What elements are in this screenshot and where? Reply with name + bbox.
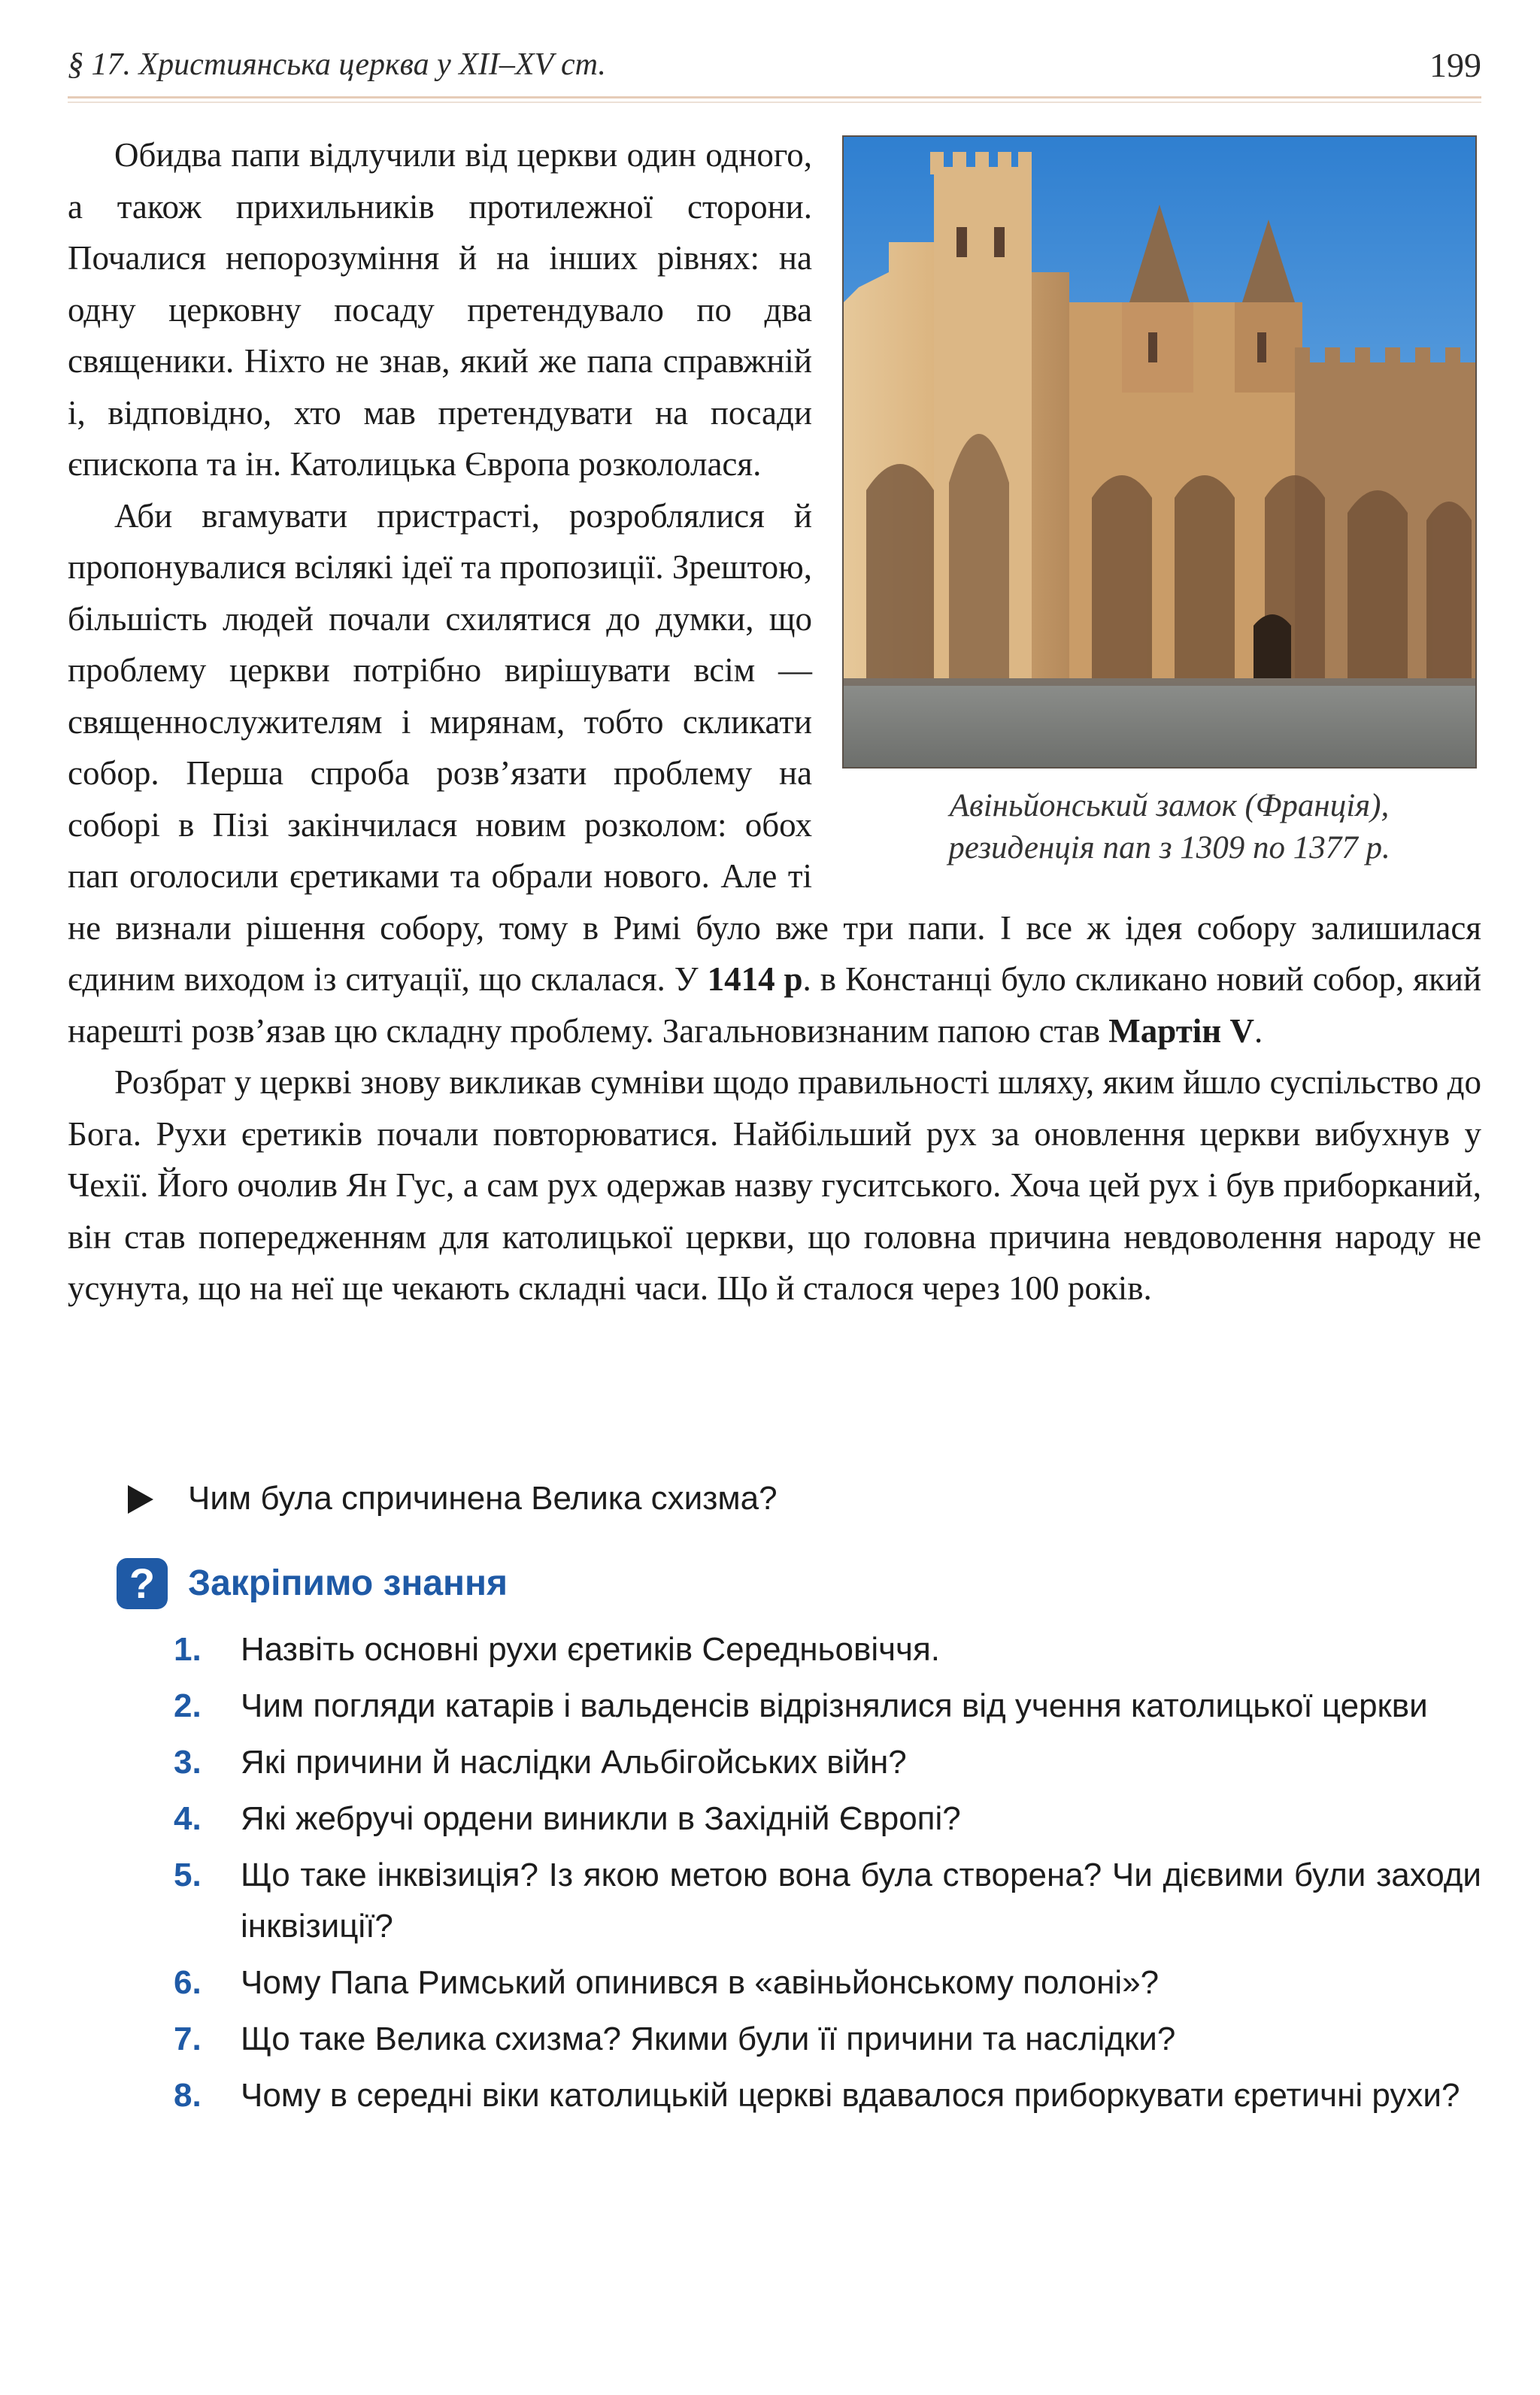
list-item-text: Що таке Велика схизма? Якими були її причини та наслідки?	[241, 2021, 1176, 2057]
list-item	[169, 2070, 1481, 2121]
paragraph-3: Розбрат у церкві знову викликав сумніви щодо правильності шляху, яким йшло суспільство до Бога. Рухи єретиків почали повторюватися. Найбільший рух за оновлення церкви вибухнув у Чехії. Його очолив Ян Гус, а сам рух одержав назву гуситського. Хоча цей рух і був приборканий, він став попередженням для католицької церкви, що головна причина невдоволення народу не усунута, що на неї ще чекають складні часи. Що й сталося через 100 років.	[68, 1063, 1481, 1307]
list-item-number: 8.	[174, 2077, 202, 2114]
list-item	[169, 1793, 1481, 1845]
avignon-palace-photo	[842, 135, 1477, 769]
list-item-number: 2.	[174, 1687, 202, 1724]
figure	[842, 135, 1481, 869]
page-header	[68, 42, 1481, 87]
list-item-text: Чому Папа Римський опинився в «авіньйонському полоні»?	[241, 1964, 1160, 2001]
question-prompt	[128, 1480, 778, 1517]
paragraph-2-part-c: .	[1254, 1011, 1263, 1050]
caption-line-1: Авіньйонський замок (Франція),	[949, 788, 1390, 823]
list-item-text: Чому в середні віки католицькій церкві вдавалося приборкувати єретичні рухи?	[241, 2077, 1460, 2114]
page-number: 199	[1429, 46, 1481, 84]
list-item-text: Які жебручі ордени виникли в Західній Європі?	[241, 1800, 961, 1837]
list-item-text: Що таке інквізиція? Із якою метою вона була створена? Чи дієвими були заходи інквізиції?	[241, 1857, 1481, 1945]
paragraph-1: Обидва папи відлучили від церкви один одного, а також прихильників протилежної сторони. Почалися непорозуміння й на інших рівнях: на одну церковну посаду претендувало по два священики. Ніхто не знав, який же папа справжній і, відповідно, хто мав претендувати на посади єпископа та ін. Католицька Європа розкололася.	[68, 136, 812, 483]
list-item-text: Назвіть основні рухи єретиків Середньовіччя.	[241, 1631, 940, 1668]
list-item-number: 6.	[174, 1964, 202, 2001]
list-item-number: 3.	[174, 1744, 202, 1781]
pope-name: Мартін V	[1108, 1011, 1254, 1050]
question-prompt-text: Чим була спричинена Велика схизма?	[188, 1480, 778, 1517]
header-divider	[68, 96, 1481, 99]
caption-line-2: резиденція пап з 1309 по 1377 р.	[948, 830, 1390, 866]
paragraph-2-part-b: . в Констанці було скликано новий собор, який нарешті розв’язав цю складну проблему. Загальновизнаним папою став	[68, 960, 1481, 1050]
figure-caption	[842, 785, 1481, 869]
list-item-text: Які причини й наслідки Альбігойських війн?	[241, 1744, 907, 1781]
list-item	[169, 1624, 1481, 1675]
list-item	[169, 2014, 1481, 2065]
paragraph-2-part-a: Аби вгамувати пристрасті, розроблялися й пропонувалися всілякі ідеї та пропозиції. Зрештою, більшість людей почали схилятися до думки, що проблему церкви потрібно вирішувати всім — священнослужителям і мирянам, тобто скликати собор. Перша спроба розв’язати проблему на соборі в Пізі закінчилася новим розколом: обох пап оголосили єретиками та обрали нового. Але ті не визнали рішення собору, тому в Римі було вже три папи. І все ж ідея собору залишилася єдиним виходом із ситуації, що склалася. У	[68, 496, 1481, 998]
list-item	[169, 1850, 1481, 1952]
header-divider-thin	[68, 102, 1481, 103]
list-item	[169, 1957, 1481, 2008]
list-item-number: 5.	[174, 1857, 202, 1893]
triangle-bullet-icon	[128, 1485, 153, 1514]
list-item	[169, 1737, 1481, 1788]
council-year: 1414 р	[707, 960, 803, 998]
list-item-text: Чим погляди катарів і вальденсів відрізнялися від учення католицької церкви	[241, 1687, 1428, 1724]
list-item-number: 4.	[174, 1800, 202, 1837]
review-title: Закріпимо знання	[188, 1563, 508, 1603]
list-item	[169, 1681, 1481, 1732]
question-icon: ?	[117, 1558, 168, 1609]
review-questions	[169, 1624, 1481, 2127]
main-text	[68, 129, 1481, 1314]
list-item-number: 7.	[174, 2021, 202, 2057]
chapter-title: § 17. Християнська церква у XII–XV ст.	[68, 47, 606, 82]
list-item-number: 1.	[174, 1631, 202, 1668]
